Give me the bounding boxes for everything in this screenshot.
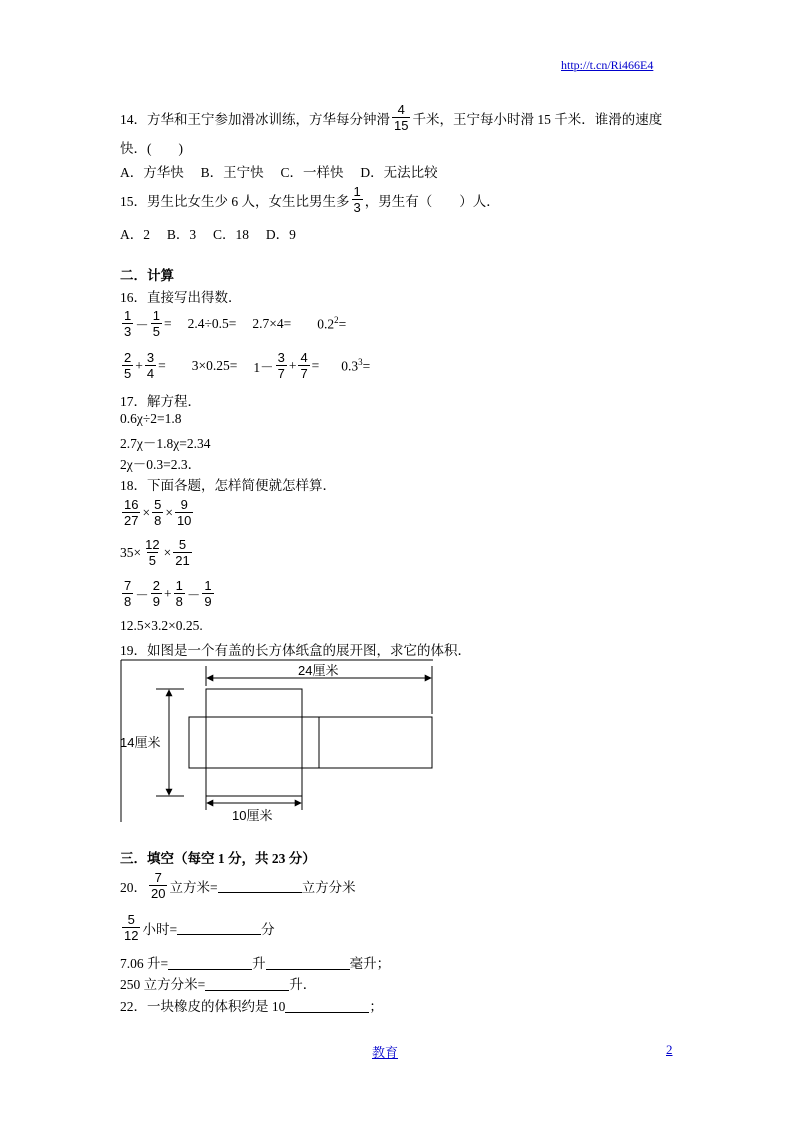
net-side-strip	[189, 717, 432, 768]
q17-title: 17．解方程．	[120, 394, 201, 409]
frac-den: 7	[277, 366, 285, 381]
base: 0.2	[317, 316, 335, 332]
frac	[122, 497, 140, 528]
frac-num: 7	[154, 870, 162, 885]
unit-text: 立方分米	[301, 879, 356, 895]
frac-den: 8	[154, 513, 162, 528]
unit-text: 毫升；	[349, 956, 391, 971]
frac-num: 3	[277, 350, 285, 365]
q16-r1-expr4	[317, 315, 346, 333]
frac-num: 1	[152, 308, 160, 323]
answer-blank[interactable]	[266, 955, 350, 970]
frac	[149, 870, 167, 901]
answer-blank[interactable]	[218, 878, 302, 893]
frac-num: 5	[178, 537, 187, 552]
frac-num: 2	[124, 350, 132, 365]
frac-den: 21	[175, 553, 190, 568]
frac	[122, 912, 140, 943]
box-net-diagram	[118, 658, 436, 824]
equals-sign: =	[362, 358, 371, 374]
minus-sign: －	[135, 587, 149, 603]
net-top-bottom-face	[206, 689, 302, 796]
frac-num: 3	[146, 350, 155, 365]
q22-punct: ；	[369, 999, 383, 1014]
q16-r2-frac3	[276, 350, 287, 381]
q17-eq2: 2.7χ－1.8χ=2.34	[120, 436, 211, 451]
q14-line1	[120, 102, 662, 133]
frac-num: 1	[204, 578, 212, 593]
q18-expr2	[120, 537, 194, 568]
frac-den: 27	[124, 513, 139, 528]
q22-line	[120, 995, 383, 1015]
frac	[152, 497, 163, 528]
frac-num: 1	[124, 308, 132, 323]
q16-r2-expr3-pre: 1－	[253, 359, 274, 375]
section2-title: 二．计算	[120, 268, 174, 283]
q16-title: 16．直接写出得数．	[120, 290, 242, 305]
frac	[151, 578, 162, 609]
q20-number: 20．	[120, 879, 147, 895]
q15-text-pre: 15．男生比女生少 6 人，女生比男生多	[120, 193, 350, 209]
frac-num: 12	[145, 537, 160, 552]
equals-sign: =	[158, 357, 166, 373]
unit-text: 分	[261, 921, 275, 937]
frac-num: 5	[127, 912, 135, 927]
q14-text-pre: 14．方华和王宁参加滑冰训练，方华每分钟滑	[120, 111, 390, 127]
equals-sign: =	[338, 316, 347, 332]
q16-r2-expr4	[341, 357, 370, 375]
q14-fraction	[392, 102, 410, 133]
q16-r2-frac2	[145, 350, 156, 381]
q14-frac-den: 15	[394, 118, 409, 133]
q16-row1	[120, 308, 346, 339]
frac-den: 10	[176, 513, 192, 528]
equals-sign: =	[163, 315, 172, 331]
unit-text: 250 立方分米=	[120, 977, 206, 992]
q16-row2	[120, 350, 370, 381]
expr-prefix: 35×	[120, 544, 142, 560]
frac-den: 8	[124, 594, 132, 609]
minus-sign: －	[186, 587, 201, 603]
times-sign: ×	[163, 544, 172, 560]
frac	[173, 537, 191, 568]
unit-text: 7.06 升=	[120, 956, 169, 971]
q15-text-post: ，男生有（ ）人．	[364, 193, 500, 209]
q16-r2-frac1	[122, 350, 133, 381]
exponent: 3	[358, 356, 363, 367]
page-number: 2	[666, 1042, 673, 1057]
frac-den: 5	[148, 553, 156, 568]
frac-den: 3	[124, 324, 132, 339]
label-top: 24厘米	[298, 663, 339, 678]
q15-frac-num: 1	[353, 184, 361, 199]
q16-r2-expr2: 3×0.25=	[191, 357, 238, 373]
q18-expr4: 12.5×3.2×0.25.	[120, 618, 203, 633]
q15-frac-den: 3	[353, 200, 361, 215]
label-left: 14厘米	[120, 735, 161, 750]
q17-eq3: 2χ－0.3=2.3．	[120, 457, 202, 472]
minus-sign: －	[135, 317, 149, 333]
q16-r1-frac1	[122, 308, 133, 339]
equals-sign: =	[311, 357, 320, 373]
q15-fraction	[352, 184, 363, 215]
frac	[202, 578, 213, 609]
frac-num: 16	[124, 497, 139, 512]
header-link[interactable]: http://t.cn/Ri466E4	[561, 58, 654, 72]
frac-num: 7	[124, 578, 132, 593]
frac-den: 5	[124, 366, 132, 381]
frac-num: 1	[175, 578, 183, 593]
plus-sign: +	[135, 357, 143, 373]
frac	[143, 537, 161, 568]
frac-den: 9	[204, 594, 212, 609]
q18-title: 18．下面各题，怎样简便就怎样算．	[120, 478, 336, 493]
q14-line2: 快．( )	[120, 141, 183, 156]
label-bottom: 10厘米	[232, 808, 273, 823]
times-sign: ×	[165, 504, 173, 520]
q14-text-post: 千米，王宁每小时滑 15 千米．谁滑的速度	[412, 111, 663, 127]
footer-link[interactable]: 教育	[372, 1045, 399, 1060]
q16-r1-expr2: 2.4÷0.5=	[187, 315, 237, 331]
q19-title: 19．如图是一个有盖的长方体纸盒的展开图，求它的体积．	[120, 643, 471, 658]
answer-blank[interactable]	[205, 976, 289, 991]
q18-expr3	[120, 578, 216, 609]
q15-options: A．2 B．3 C．18 D．9	[120, 227, 296, 242]
times-sign: ×	[142, 504, 151, 520]
q14-frac-num: 4	[397, 102, 405, 117]
q18-expr1	[120, 497, 195, 528]
q16-r2-frac4	[298, 350, 309, 381]
unit-text: 升	[252, 956, 266, 971]
frac-den: 7	[300, 366, 308, 381]
q20-line2	[120, 912, 275, 943]
answer-blank[interactable]	[168, 955, 252, 970]
exponent: 2	[334, 314, 339, 325]
frac-den: 12	[124, 928, 139, 943]
plus-sign: +	[163, 585, 172, 601]
q14-options: A．方华快 B．王宁快 C．一样快 D．无法比较	[120, 165, 438, 180]
frac-den: 8	[175, 594, 183, 609]
unit-text: 升．	[289, 977, 317, 992]
unit-text: 小时=	[142, 921, 178, 937]
q20-line4	[120, 973, 316, 993]
answer-blank[interactable]	[285, 998, 369, 1013]
frac	[174, 578, 185, 609]
section3-title: 三．填空（每空 1 分，共 23 分）	[120, 851, 316, 866]
frac	[122, 578, 133, 609]
base: 0.3	[341, 358, 359, 374]
plus-sign: +	[288, 357, 297, 373]
answer-blank[interactable]	[177, 920, 261, 935]
frac-den: 20	[151, 886, 166, 901]
q17-eq1: 0.6χ÷2=1.8	[120, 411, 182, 426]
q22-text: 22．一块橡皮的体积约是 10	[120, 999, 286, 1014]
frac-den: 4	[146, 366, 155, 381]
frac-num: 4	[300, 350, 308, 365]
q20-line3	[120, 952, 390, 972]
q20-line1	[120, 870, 356, 901]
frac-num: 5	[154, 497, 162, 512]
frac	[175, 497, 193, 528]
frac-den: 5	[152, 324, 160, 339]
q15-line1	[120, 184, 500, 215]
frac-den: 9	[152, 594, 160, 609]
unit-text: 立方米=	[169, 879, 218, 895]
frac-num: 9	[180, 497, 188, 512]
frac-num: 2	[152, 578, 160, 593]
q16-r1-expr3: 2.7×4=	[252, 315, 292, 331]
q16-r1-frac2	[151, 308, 162, 339]
